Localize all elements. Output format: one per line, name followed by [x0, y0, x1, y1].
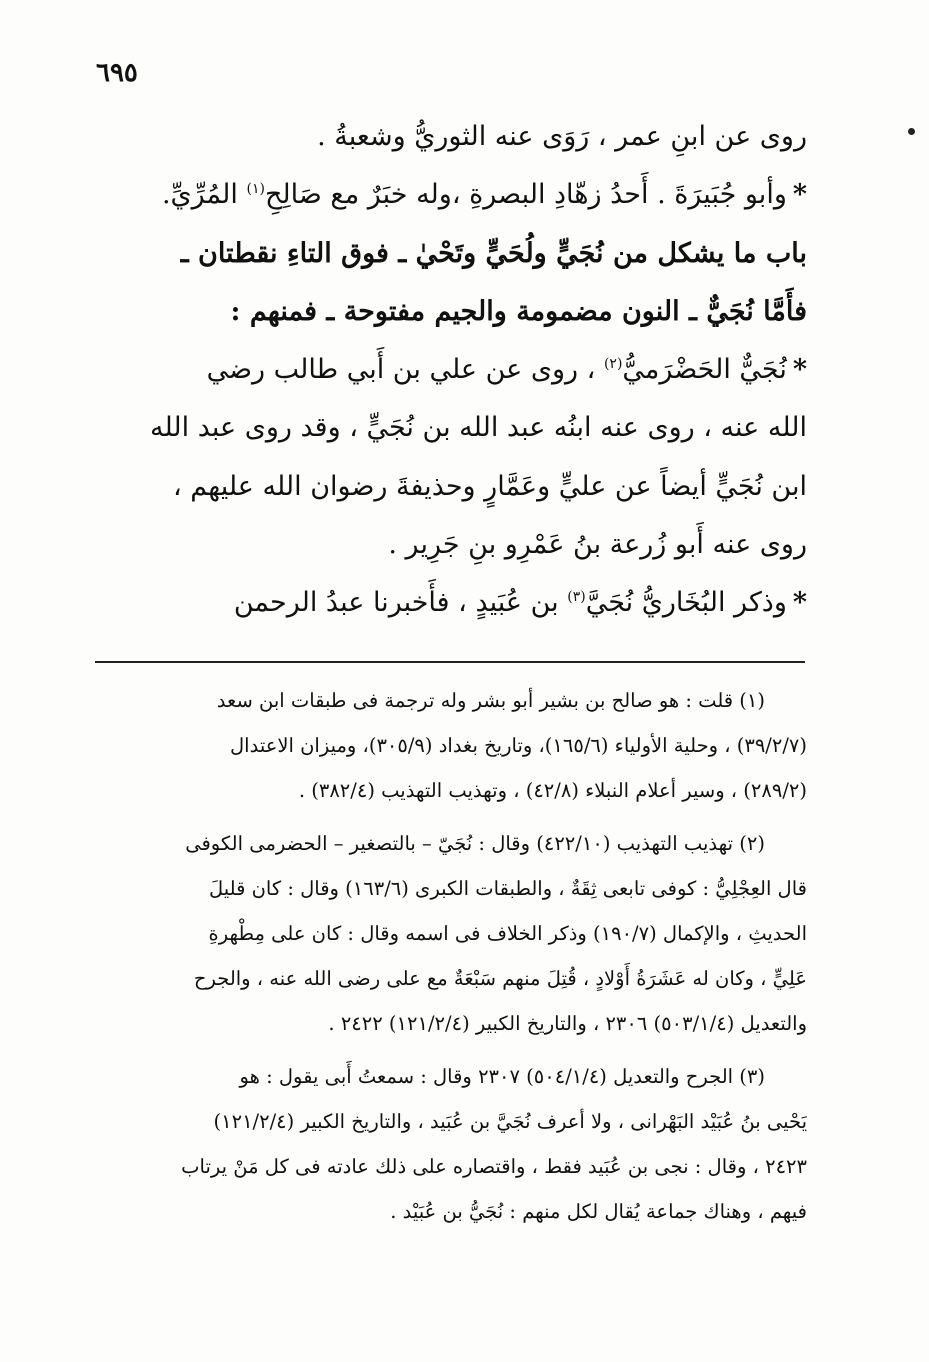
- footnote-1: [90, 678, 807, 813]
- text-line: روى عنه أَبو زُرعة بنُ عَمْرِو بنِ جَرِير .: [388, 529, 807, 561]
- footnote-line: (٣) الجرح والتعديل (٥٠٤/١/٤) ٢٣٠٧ وقال : سمعتُ أَبى يقول : هو: [239, 1065, 765, 1088]
- footnote-line: (٢) تهذيب التهذيب (٤٢٢/١٠) وقال : نُجَيّ – بالتصغير – الحضرمى الكوفى: [185, 832, 765, 855]
- footnote-separator: [95, 661, 805, 663]
- entry-text: ، روى عن علي بن أَبي طالب رضي: [206, 354, 596, 386]
- footnote-line: الحديثِ ، والإكمال (١٩٠/٧) وذكر الخلاف فى اسمه وقال : كان على مِطْهرةِ: [208, 922, 807, 945]
- footnote-line: عَلِيٍّ ، وكان له عَشَرَةُ أَوْلادٍ ، قُتِلَ منهم سَبْعَةٌ مع على رضى الله عنه ، والجرح: [193, 967, 807, 990]
- footnote-line: ٢٤٢٣ ، وقال : نجى بن عُبَيد فقط ، واقتصاره على ذلك عادته فى كل مَنْ يرتاب: [181, 1155, 807, 1178]
- entry-marker: *: [792, 587, 807, 619]
- text-line: ابن نُجَيٍّ أيضاً عن عليٍّ وعَمَّارٍ وحذيفةَ رضوان الله عليهم ،: [173, 470, 807, 502]
- footnote-ref: (٢): [603, 356, 623, 373]
- entry-text: المُرِّيِّ.: [161, 179, 238, 211]
- footnote-line: (٣٩/٢/٧) ، وحلية الأولياء (١٦٥/٦)، وتاريخ بغداد (٣٠٥/٩)، وميزان الاعتدال: [230, 734, 807, 757]
- footnote-line: قال العِجْلِيُّ : كوفى تابعى ثِقَةٌ ، والطبقات الكبرى (١٦٣/٦) وقال : كان قليلَ: [208, 877, 807, 900]
- footnotes: [90, 678, 807, 1242]
- text-line: [90, 166, 807, 224]
- entry-text: وأبو جُبَيرَةَ . أَحدُ زهّادِ البصرةِ ،وله خبَرٌ مع صَالِحِ: [264, 179, 787, 211]
- text-line: روى عن ابنِ عمر ، رَوَى عنه الثوريُّ وشعبةُ .: [317, 121, 807, 152]
- footnote-line: (١) قلت : هو صالح بن بشير أبو بشر وله ترجمة فى طبقات ابن سعد: [216, 689, 765, 712]
- footnote-line: فيهم ، وهناك جماعة يُقال لكل منهم : نُجَيُّ بن عُبَيْد .: [390, 1200, 807, 1223]
- entry-text: بن عُبَيدٍ ، فأَخبرنا عبدُ الرحمن: [233, 587, 559, 619]
- footnote-ref: (٣): [567, 589, 586, 606]
- footnote-line: يَحْيى بنُ عُبَيْد البَهْرانى ، ولا أعرف نُجَيَّ بن عُبَيد ، والتاريخ الكبير (١٢١/٢/٤): [213, 1110, 807, 1133]
- text-line: الله عنه ، روى عنه ابنُه عبد الله بن نُجَيٍّ ، وقد روى عبد الله: [149, 412, 807, 444]
- main-text: [90, 108, 807, 633]
- chapter-title: باب ما يشكل من نُجَيٍّ ولُحَيٍّ وتَحْيٰ ـ فوق التاءِ نقطتان ـ: [180, 237, 807, 269]
- footnote-line: (٢٨٩/٢) ، وسير أعلام النبلاء (٤٢/٨) ، وتهذيب التهذيب (٣٨٢/٤) .: [298, 779, 807, 802]
- entry-name: نُجَيٌّ الحَضْرَميُّ: [622, 354, 787, 386]
- text-line: [90, 341, 807, 399]
- entry-marker: *: [792, 354, 807, 386]
- page-number: ٦٩٥: [96, 58, 138, 88]
- chapter-subtitle: فأَمَّا نُجَيٌّ ـ النون مضمومة والجيم مفتوحة ـ فمنهم :: [230, 295, 807, 327]
- entry-text: وذكر البُخَاريُّ نُجَيَّ: [585, 587, 787, 619]
- margin-mark: [908, 128, 915, 135]
- footnote-ref: (١): [246, 181, 265, 198]
- text-line: [90, 574, 807, 632]
- footnote-line: والتعديل (٥٠٣/١/٤) ٢٣٠٦ ، والتاريخ الكبير (١٢١/٢/٤) ٢٤٢٢ .: [328, 1012, 807, 1035]
- entry-marker: *: [792, 179, 807, 211]
- footnote-3: [90, 1054, 807, 1234]
- footnote-2: [90, 821, 807, 1046]
